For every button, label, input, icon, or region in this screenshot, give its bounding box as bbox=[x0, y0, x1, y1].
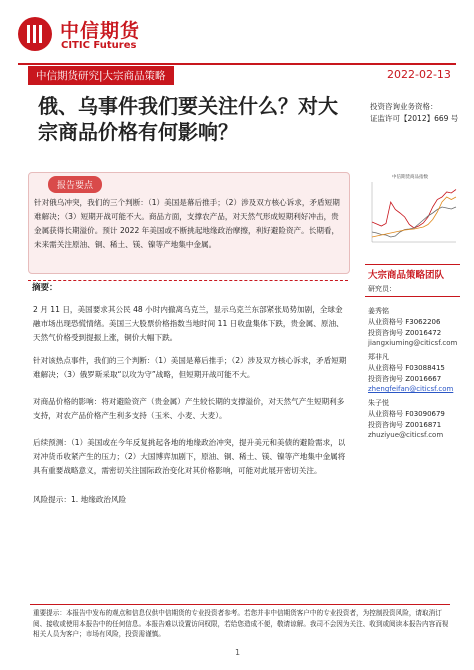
member-1 bbox=[368, 306, 457, 347]
member-name: 郑非凡 bbox=[368, 353, 389, 361]
abstract-paragraph: 后续预测：（1）美国或在今年反复挑起各地的地缘政治冲突，提升美元和美债的避险需求，以对冲货币收紧产生的压力；（2）大国博弈加剧下，原油、铜、稀土、镁、镍等产地集中金属将具有重要战略意义，需密切关注国际政治变化对其价格影响，可能对此展开密切关注。 bbox=[33, 438, 346, 475]
footer-divider bbox=[30, 604, 450, 605]
team-divider-2 bbox=[365, 296, 460, 297]
brand-name-en: CITIC Futures bbox=[61, 40, 137, 51]
member-name: 姜秀铭 bbox=[368, 307, 389, 315]
member-name: 朱子悦 bbox=[368, 399, 389, 407]
chart-series-line-0 bbox=[372, 190, 456, 229]
abstract-paragraph: 针对该热点事件，我们的三个判断：（1）美国是幕后推手；（2）涉及双方核心诉求，矛盾短期难解决；（3）俄罗斯采取“以攻为守”战略，但短期开战可能不大。 bbox=[33, 356, 347, 379]
member-3 bbox=[368, 398, 445, 439]
chart-title: 中信期货商品指数 bbox=[392, 175, 428, 180]
team-role: 研究员： bbox=[368, 285, 396, 293]
disclaimer-text: 重要提示：本报告中发布的观点和信息仅供中信期货的专业投资者参考。若您并非中信期货客户中的专业投资者，为控制投资风险，请取消订阅、接收或使用本报告中的任何信息。本报告难以设置访问权限，若给您造成不便，敬请谅解。我司不会因为关注、收到或阅读本报告内容而视相关人员为客户；市场有风险，投资需谨慎。 bbox=[33, 609, 449, 638]
section-tag: 中信期货研究|大宗商品策略 bbox=[28, 66, 174, 85]
member-cert-1: 从业资格号 F03088415 bbox=[368, 364, 445, 372]
header-divider bbox=[18, 63, 456, 65]
member-cert-1: 从业资格号 F03090679 bbox=[368, 410, 445, 418]
member-email[interactable]: zhengfeifan@citicsf.com bbox=[368, 385, 454, 393]
chart-series-group bbox=[372, 190, 456, 238]
member-email[interactable]: jiangxiuming@citicsf.com bbox=[368, 339, 458, 347]
member-cert-2: 投资咨询号 Z0016871 bbox=[368, 421, 442, 429]
license-line-1: 投资咨询业务资格： bbox=[370, 102, 438, 111]
report-title: 俄、乌事件我们要关注什么？对大宗商品价格有何影响？ bbox=[38, 94, 338, 144]
brand-name-cn: 中信期货 bbox=[60, 20, 141, 42]
member-email[interactable]: zhuziyue@citicsf.com bbox=[368, 431, 444, 439]
member-cert-1: 从业资格号 F3062206 bbox=[368, 318, 441, 326]
page-number: 1 bbox=[235, 648, 241, 657]
abstract-label: 摘要： bbox=[32, 283, 58, 293]
chart-series-line-1 bbox=[372, 207, 456, 237]
brand-logo-icon bbox=[18, 17, 52, 51]
abstract-divider bbox=[28, 280, 348, 281]
summary-label: 报告要点 bbox=[48, 176, 102, 193]
summary-text: 针对俄乌冲突，我们的三个判断：（1）美国是幕后推手；（2）涉及双方核心诉求，矛盾短期难解决；（3）短期开战可能不大。商品方面，支撑农产品，对天然气形成短期利好冲击，贵金属获得长期溢价。预计 2022 年美国或不断挑起地缘政治摩擦，利好避险资产。长期看，未来需关注原油、铜、稀土、镁、镍等产地集中金属。 bbox=[34, 198, 340, 249]
chart-series-line-2 bbox=[372, 197, 456, 237]
member-cert-2: 投资咨询号 Z0016667 bbox=[368, 375, 442, 383]
abstract-paragraph: 对商品价格的影响：将对避险资产（贵金属）产生较长期的支撑溢价，对天然气产生短期利多支持，对农产品价格产生利多支持（玉米、小麦、大麦）。 bbox=[33, 397, 345, 420]
license-line-2: 证监许可【2012】669 号 bbox=[370, 114, 459, 123]
team-divider bbox=[365, 264, 460, 265]
report-date: 2022-02-13 bbox=[387, 68, 451, 81]
member-cert-2: 投资咨询号 Z0016472 bbox=[368, 329, 442, 337]
risk-warning: 风险提示：1. 地缘政治风险 bbox=[33, 495, 127, 504]
commodity-line-chart bbox=[360, 172, 460, 262]
license-info bbox=[370, 101, 458, 125]
abstract-paragraph: 2 月 11 日，美国要求其公民 48 小时内撤离乌克兰，显示乌克兰东部紧张局势加剧，全球金融市场出现恐慌情绪。美国三大股票价格指数当地时间 11 日收盘集体下跌，贵金属、原油、天然气价格受到提振上涨，铜价大幅下跌。 bbox=[33, 305, 344, 342]
member-2 bbox=[368, 352, 453, 393]
team-title: 大宗商品策略团队 bbox=[368, 270, 445, 281]
